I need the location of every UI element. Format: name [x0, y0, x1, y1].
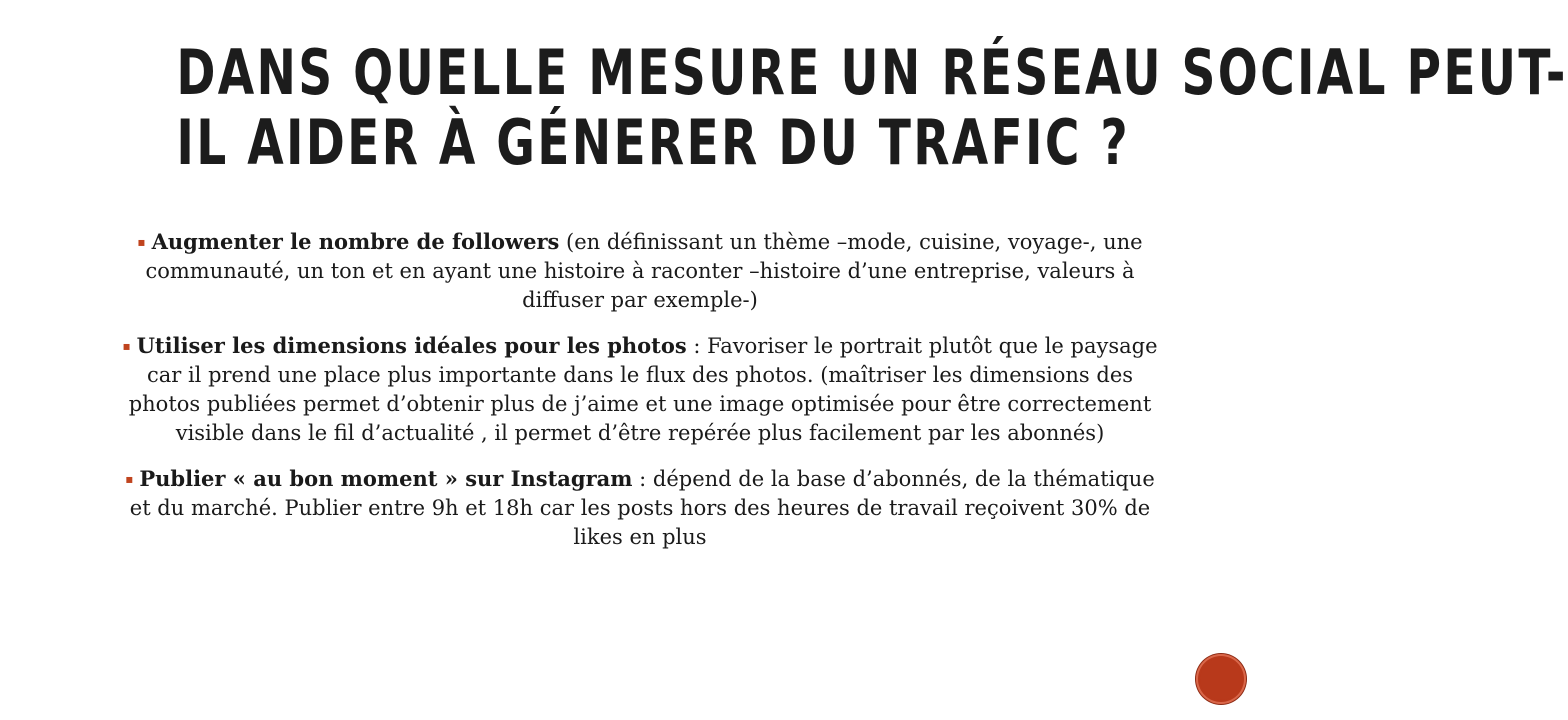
list-item	[120, 464, 1160, 552]
item-text: : dépend de la base d’abonnés, de la thématique et du marché. Publier entre 9h et 18h car les posts hors des heures de travail reçoivent 30% de likes en plus	[129, 467, 1155, 549]
square-bullet-icon: ▪	[137, 235, 146, 249]
list-item	[120, 227, 1160, 315]
title-line-2: IL AIDER À GÉNERER DU TRAFIC ?	[176, 106, 1130, 179]
slide-nav-circle-button[interactable]	[1196, 654, 1246, 704]
item-heading: Augmenter le nombre de followers	[151, 229, 560, 254]
list-item	[120, 331, 1160, 448]
square-bullet-icon: ▪	[122, 339, 131, 353]
item-heading: Utiliser les dimensions idéales pour les photos	[136, 333, 687, 358]
item-text: : Favoriser le portrait plutôt que le paysage car il prend une place plus importante dans le flux des photos. (maîtriser les dimensions des photos publiées permet d’obtenir plus de j’aime et une image optimisée pour être correctement visible dans le fil d’actualité , il permet d’être repérée plus facilement par les abonnés)	[128, 334, 1158, 445]
title-line-1: DANS QUELLE MESURE UN RÉSEAU SOCIAL PEUT-	[176, 36, 1568, 109]
item-heading: Publier « au bon moment » sur Instagram	[139, 466, 633, 491]
item-text: (en définissant un thème –mode, cuisine, voyage-, une communauté, un ton et en ayant une histoire à raconter –histoire d’une entreprise, valeurs à diffuser par exemple-)	[145, 230, 1143, 312]
slide-title	[176, 36, 1568, 179]
square-bullet-icon: ▪	[125, 472, 134, 486]
bullet-list	[120, 227, 1160, 568]
